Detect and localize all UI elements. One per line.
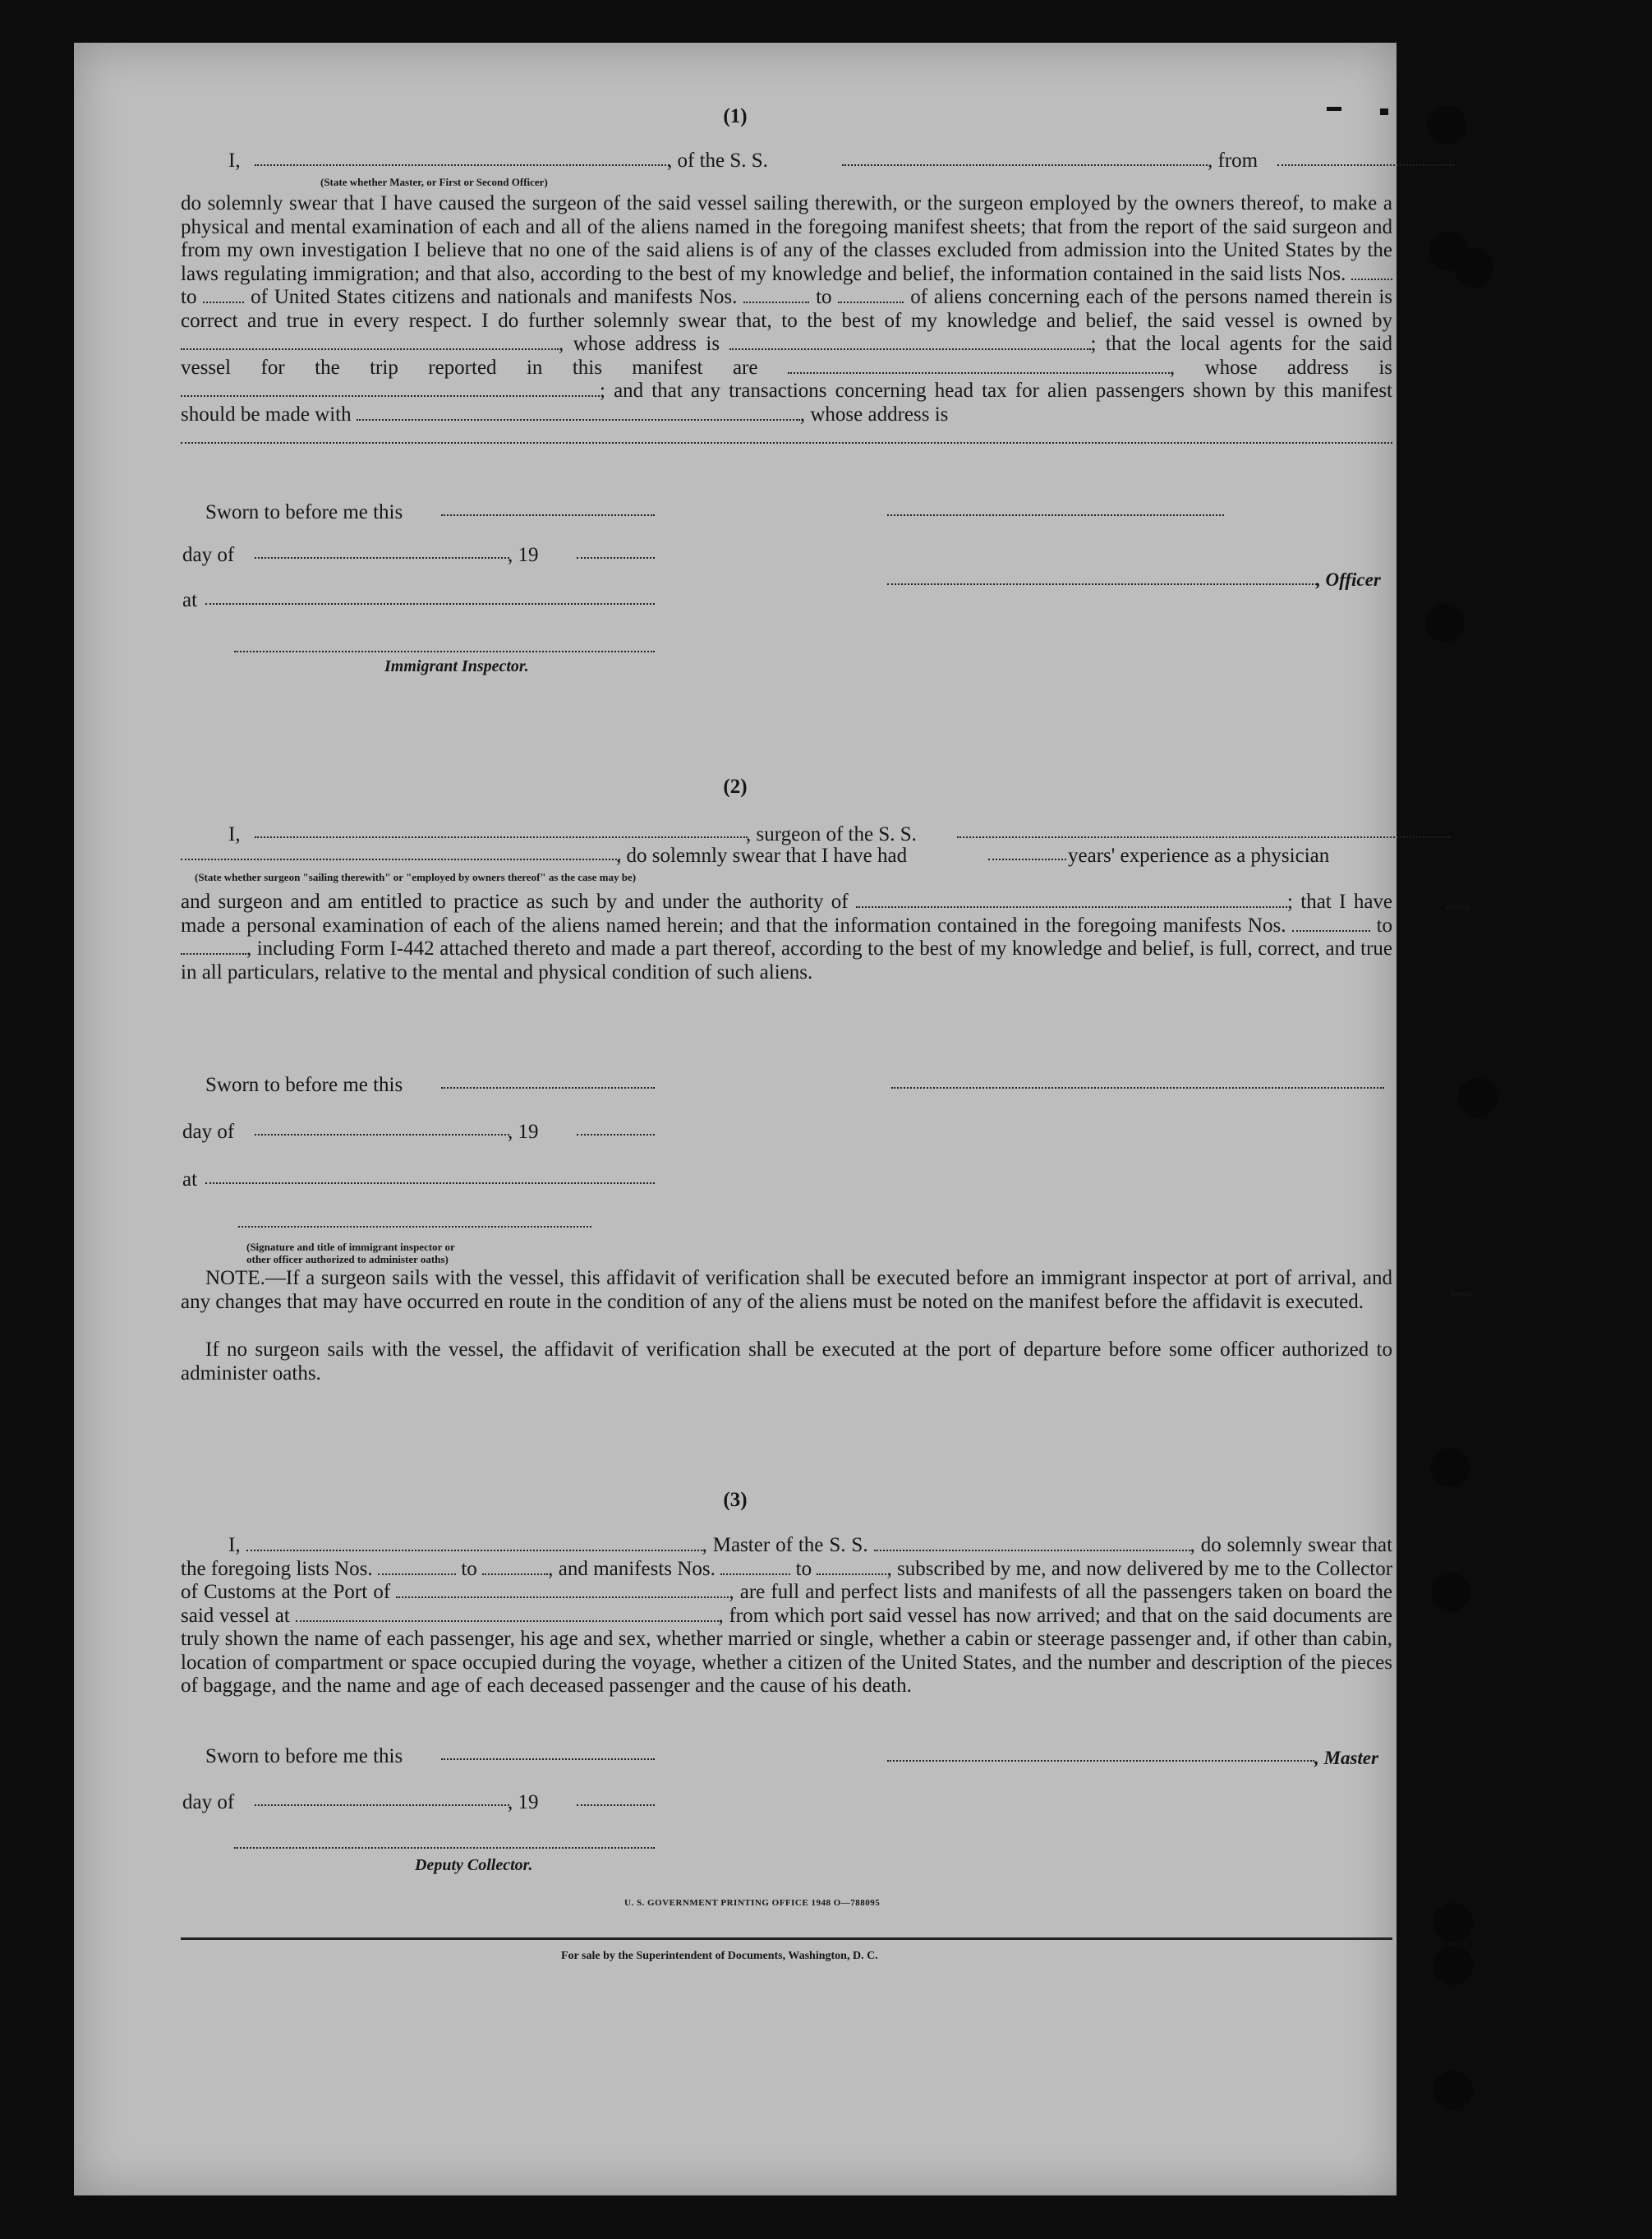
sec2-sig-note-2: other officer authorized to administer oaths) (246, 1253, 449, 1265)
sec2-nineteen: , 19 (508, 1121, 539, 1143)
sec2-body2: that I have made a personal examination of each of the aliens named herein; and that the information contained in the foregoing manifests Nos. (181, 891, 1393, 937)
sec3-body (181, 1534, 1392, 1698)
sec1-whose-address-3: , whose address is (799, 403, 949, 426)
sec2-sworn-field (441, 1087, 655, 1089)
sec1-whose-address-2: whose address is (1204, 356, 1392, 379)
sec1-owner-field (181, 334, 559, 350)
sec1-of-aliens: of aliens concerning each of the persons named therein is correct and true in every respect. I do further solemnly swear that, to the best of my knowledge and belief, the said vessel is owned by (181, 286, 1393, 332)
sec3-to-1: to (461, 1557, 477, 1580)
sec3-deputy-collector: Deputy Collector. (415, 1856, 533, 1874)
sec1-sworn-field (441, 514, 655, 516)
sec2-body: and surgeon and am entitled to practice as such by and under the authority of ; that I have made a personal examination of each of the aliens named herein; and that the information contained in the foregoing manifests Nos. to , including Form I-442 attached thereto and made a part thereof, according to the best of my knowledge and belief, is full, correct, and true in all particulars, relative to the mental and physical condition of such aliens. (181, 891, 1393, 984)
sec2-sig-note-1: (Signature and title of immigrant inspector or (246, 1241, 455, 1253)
sec3-subscribed: , subscribed by me, and now delivered by me to the Collector of Customs at the Port of (181, 1557, 1393, 1603)
sec3-and-manifests: , and manifests Nos. (548, 1557, 716, 1580)
sec1-of-ss: , of the S. S. (667, 150, 768, 172)
section-1-number: (1) (723, 105, 748, 127)
stray-mark (1450, 1292, 1471, 1296)
sec1-agents-field (788, 357, 1170, 374)
section-3-number: (3) (723, 1489, 748, 1511)
sec1-year-field (577, 557, 655, 559)
sec3-port-boarded-field (296, 1606, 719, 1622)
sec2-note1: NOTE.—If a surgeon sails with the vessel, this affidavit of verification shall be executed before an immigrant inspector at port of arrival, and any changes that may have occurred en route in the condition of any of the aliens must be noted on the manifest before the affidavit is executed. (181, 1267, 1392, 1313)
sec3-lists-to-field (482, 1559, 548, 1575)
sec3-collector-sig (234, 1847, 655, 1849)
sec1-owner-address-field (729, 334, 1091, 350)
sec1-nineteen: , 19 (508, 544, 539, 566)
sec2-to: to (1376, 914, 1393, 937)
sec3-to-2: to (795, 1557, 812, 1580)
sec2-state-note: (State whether surgeon "sailing therewith" or "employed by owners thereof" as the case may be) (195, 871, 637, 883)
sec2-manifest-from-field (1292, 915, 1370, 932)
sec3-master-of: , Master of the S. S. (702, 1534, 868, 1556)
section-2-number: (2) (723, 776, 748, 798)
sec1-inspector-sig (234, 651, 655, 652)
sec3-manifest-to-field (817, 1559, 886, 1575)
sec2-at: at (182, 1168, 198, 1191)
sec1-state-note: (State whether Master, or First or Second Officer) (320, 176, 548, 188)
sec2-sailing-field (181, 859, 620, 860)
punch-hole (1431, 1448, 1470, 1487)
sec3-i-label: I, (228, 1534, 241, 1556)
sec1-agents-address-field (181, 380, 600, 397)
sec2-years-field (988, 859, 1066, 860)
sec1-manifest-from-field (743, 287, 809, 303)
sec1-body: do solemnly swear that I have caused the surgeon of the said vessel sailing therewith, or the surgeon employed by the owners thereof, to make a physical and mental examination of each and all of the aliens named in the foregoing manifest sheets; that from the report of the said surgeon and from my own investigation I believe that no one of the said aliens is of any of the classes excluded from admission into the United States by the laws regulating immigration; and that also, according to the best of my knowledge and belief, the information contained in the said lists Nos. to of United States citizens and nationals and manifests Nos. to of aliens concerning each of the persons named therein is correct and true in every respect. I do further solemnly swear that, to the best of my knowledge and belief, the said vessel is owned by , whose address is ; that the local agents for the said vessel for the trip reported in this manifest are , whose address is ; and that any transactions concerning head tax for alien passengers shown by this manifest should be made with , whose address is (181, 192, 1392, 450)
sec2-body-text: and surgeon and am entitled to practice as such by and under the authority of (181, 891, 849, 913)
footer-rule (181, 1937, 1392, 1940)
stray-mark (1380, 108, 1388, 115)
sec1-lists-to-field (203, 287, 244, 303)
punch-hole (1425, 603, 1465, 643)
sec1-body-text: do solemnly swear that I have caused the surgeon of the said vessel sailing therewith, or the surgeon employed by the owners thereof, to make a physical and mental examination of each and all of the aliens named in the foregoing manifest sheets; that from the report of the said surgeon and from my own investigation I believe that no one of the said aliens is of any of the classes excluded from admission into the United States by the laws regulating immigration; and that also, according to the best of my knowledge and belief, the information contained in the said lists Nos. (181, 192, 1392, 285)
sec3-do-solemnly: , do solemnly (1190, 1534, 1303, 1556)
stray-mark (1327, 107, 1341, 111)
sec1-from: , from (1208, 150, 1259, 172)
sec2-sworn: Sworn to before me this (205, 1074, 403, 1096)
sec1-to-2: to (816, 286, 832, 308)
sec2-surgeon-sig (891, 1087, 1384, 1089)
sec2-note2: If no surgeon sails with the vessel, the affidavit of verification shall be executed at the port of departure before some officer authorized to administer oaths. (181, 1338, 1392, 1384)
sec3-master-sig (887, 1760, 1314, 1762)
punch-hole (1458, 1078, 1498, 1117)
sec2-authority-field (856, 891, 1287, 908)
sec3-port-field (396, 1582, 729, 1598)
sec1-manifest-to-field (838, 287, 904, 303)
sec3-from-which: , from which port said vessel has now arrived; and that on the said documents are truly shown the name of each passenger, his age and sex, whether married or single, whether a cabin or steerage passenger and, if other than cabin, location of compartment or space occupied during the voyage, whether a citizen of the United States, and the number and description of the pieces of baggage, and the name and age of each deceased passenger and the cause of his death. (181, 1604, 1392, 1697)
sec3-master: , Master (1314, 1748, 1378, 1768)
sec1-at-field (205, 603, 655, 605)
sec1-officer-sig-1 (887, 514, 1224, 516)
sec1-i-label: I, (228, 150, 241, 172)
sec3-master-name-field (246, 1535, 702, 1551)
sec1-at: at (182, 589, 198, 611)
punch-hole (1454, 248, 1493, 288)
sec3-body-text: swear that the foregoing lists Nos. (181, 1534, 1393, 1580)
sec3-lists-from-field (378, 1559, 456, 1575)
sec3-manifest-from-field (720, 1559, 790, 1575)
sec1-local-agents: that the local agents for the said vessel for the trip reported in this manifest are (181, 333, 1392, 379)
sec2-years-exp: years' experience as a physician (1068, 845, 1330, 867)
punch-hole (1433, 2071, 1473, 2110)
footer-sale: For sale by the Superintendent of Documents, Washington, D. C. (561, 1950, 878, 1962)
sec1-whose-address: , whose address is (559, 333, 720, 355)
sec2-solemnly: , do solemnly swear that I have had (616, 845, 908, 867)
sec1-master-name-field (255, 164, 670, 166)
sec1-head-tax-address-field (181, 427, 1392, 444)
sec1-head-tax: ; and that any transactions concerning head tax for alien passengers shown by this manifest should be made with (181, 380, 1392, 426)
bleed-through-ghost (895, 470, 917, 552)
footer-gpo: U. S. GOVERNMENT PRINTING OFFICE 1948 O—788095 (624, 1898, 881, 1908)
sec2-day-of: day of (182, 1121, 235, 1143)
sec1-head-tax-field (357, 404, 800, 421)
sec3-day-of: day of (182, 1791, 235, 1813)
sec1-from-field (1277, 164, 1454, 166)
punch-hole (1433, 1903, 1473, 1942)
sec1-sworn: Sworn to before me this (205, 501, 403, 523)
sec1-day-field (255, 557, 509, 559)
sec1-day-of: day of (182, 544, 235, 566)
sec1-officer: , Officer (1316, 569, 1381, 590)
sec3-sworn: Sworn to before me this (205, 1745, 403, 1767)
punch-hole (1431, 1573, 1470, 1612)
sec1-immigrant-inspector: Immigrant Inspector. (384, 657, 529, 675)
sec2-body3: , including Form I-442 attached thereto and made a part thereof, according to the best of my knowledge and belief, is full, correct, and true in all particulars, relative to the mental and physical condition of such aliens. (181, 938, 1392, 984)
sec2-i-label: I, (228, 823, 241, 845)
sec3-day-field (255, 1804, 509, 1806)
sec2-year-field (577, 1134, 655, 1136)
sec2-surgeon-of: , surgeon of the S. S. (746, 823, 917, 845)
sec2-at-field (205, 1182, 655, 1184)
sec1-to-1: to (181, 286, 197, 308)
sec1-us-citizens: of United States citizens and nationals and manifests Nos. (251, 286, 738, 308)
sec3-year-field (577, 1804, 655, 1806)
sec1-lists-from-field (1351, 264, 1392, 280)
sec2-day-field (255, 1134, 509, 1136)
sec1-officer-sig-2 (887, 583, 1317, 585)
sec2-manifest-to-field (181, 938, 246, 955)
sec3-full-lists: , are full and perfect lists and manifests of all the passengers taken on board the said vessel at (181, 1581, 1393, 1627)
stray-mark (1446, 905, 1470, 910)
punch-hole (1433, 1946, 1473, 1985)
sec3-nineteen: , 19 (508, 1791, 539, 1813)
sec2-vessel-field (957, 836, 1450, 838)
form-page (74, 43, 1397, 2195)
sec1-vessel-field (842, 164, 1208, 166)
sec3-vessel-field (874, 1535, 1190, 1551)
sec2-officer-sig (238, 1226, 591, 1228)
sec3-sworn-field (441, 1758, 655, 1760)
punch-hole (1427, 105, 1466, 145)
sec2-surgeon-name-field (255, 836, 748, 838)
